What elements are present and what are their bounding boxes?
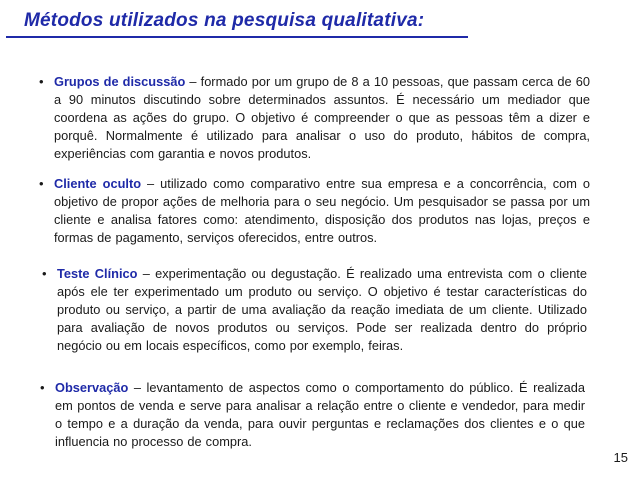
bullet-observacao: [40, 379, 585, 451]
bullet-dot-icon: •: [42, 266, 47, 281]
bullet-term: Observação: [55, 380, 129, 395]
bullet-text: – utilizado como comparativo entre sua empresa e a concorrência, com o objetivo de propor ações de melhoria para o seu negócio. Um pesquisador se passa por um cliente e analisa fatores como: atendimento, disposição dos produtos nas lojas, preços e formas de pagamento, serviços oferecidos, entre outros.: [54, 176, 590, 245]
title-underline: [6, 36, 468, 38]
bullet-dot-icon: •: [40, 380, 45, 395]
slide-title: Métodos utilizados na pesquisa qualitativa:: [24, 10, 425, 31]
bullet-text: – levantamento de aspectos como o comportamento do público. É realizada em pontos de venda e serve para analisar a relação entre o cliente e vendedor, para medir o tempo e a duração da venda, para ouvir perguntas e reclamações dos clientes e o que influencia no processo de compra.: [55, 380, 585, 449]
bullet-dot-icon: •: [39, 74, 44, 89]
bullet-teste-clinico: [42, 265, 587, 355]
bullet-text: – experimentação ou degustação. É realizado uma entrevista com o cliente após ele ter experimentado um produto ou serviço. O objetivo é testar características do produto ou serviço, a partir de uma avaliação da reação imediata de um cliente. Utilizado para avaliação de novos produtos ou serviços. Pode ser realizada dentro do próprio negócio ou em locais específicos, como por exemplo, feiras.: [57, 266, 587, 353]
bullet-term: Teste Clínico: [57, 266, 138, 281]
page-number: 15: [613, 450, 628, 465]
bullet-term: Grupos de discussão: [54, 74, 186, 89]
bullet-term: Cliente oculto: [54, 176, 142, 191]
bullet-text: – formado por um grupo de 8 a 10 pessoas, que passam cerca de 60 a 90 minutos discutindo sobre determinados assuntos. É necessário um mediador que coordena as ações do grupo. O objetivo é compreender o que as pessoas têm a dizer e porquê. Normalmente é utilizado para analisar o uso do produto, hábitos de compra, experiências com garantia e novos produtos.: [54, 74, 590, 161]
bullet-dot-icon: •: [39, 176, 44, 191]
bullet-cliente-oculto: [39, 175, 590, 247]
bullet-grupos-de-discussao: [39, 73, 590, 163]
